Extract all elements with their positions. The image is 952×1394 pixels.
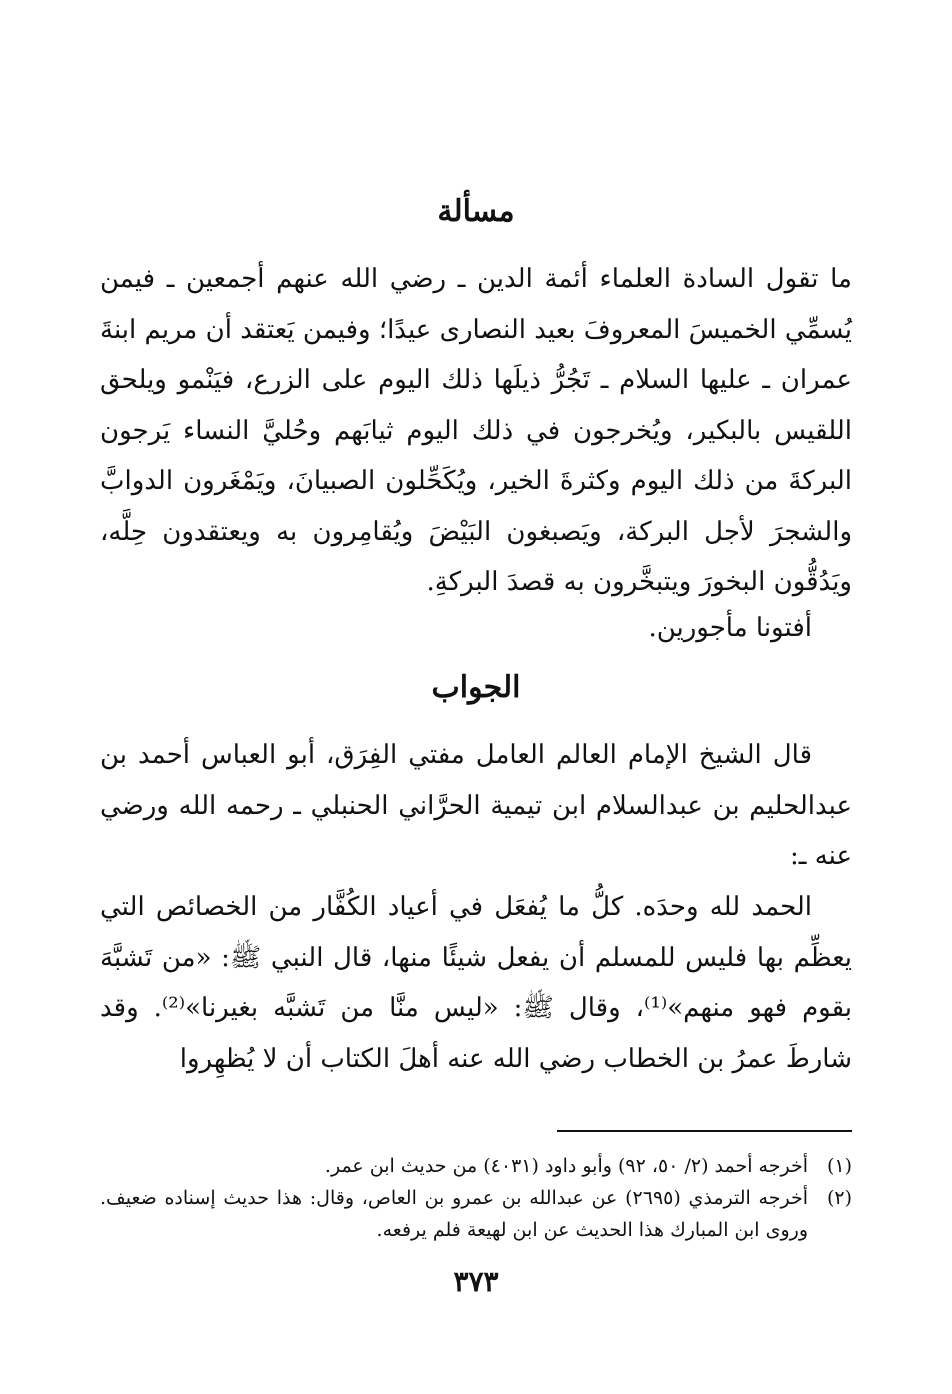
question-heading: مسألة bbox=[437, 194, 515, 229]
footnote-number: (١) bbox=[826, 1155, 852, 1177]
answer-body-paragraph: الحمد لله وحدَه. كلُّ ما يُفعَل في أعياد الكُفَّار من الخصائص التي يعظِّم بها فليس للمسلم أن يفعل شيئًا منها، قال النبي ﷺ: «من تَشبَّهَ بقوم فهو منهم»⁽¹⁾، وقال ﷺ: «ليس منَّا من تَشبَّه بغيرنا»⁽²⁾. وقد شارطَ عمرُ بن الخطاب رضي الله عنه أهلَ الكتاب أن لا يُظهِروا bbox=[100, 892, 852, 1074]
footnote-divider bbox=[557, 1130, 852, 1132]
answer-intro-paragraph: قال الشيخ الإمام العالم العامل مفتي الفِرَق، أبو العباس أحمد بن عبدالحليم بن عبدالسلام ابن تيمية الحرَّاني الحنبلي ـ رحمه الله ورضي عنه ـ: bbox=[100, 740, 852, 871]
page-number: ٣٧٣ bbox=[453, 1265, 499, 1298]
footnote-text: أخرجه الترمذي (٢٦٩٥) عن عبدالله بن عمرو بن العاص، وقال: هذا حديث إسناده ضعيف. وروى ابن المبارك هذا الحديث عن ابن لهيعة فلم يرفعه. bbox=[100, 1187, 808, 1241]
answer-heading: الجواب bbox=[431, 670, 521, 705]
footnotes bbox=[100, 1150, 852, 1246]
question-paragraph: ما تقول السادة العلماء أئمة الدين ـ رضي الله عنهم أجمعين ـ فيمن يُسمِّي الخميسَ المعروفَ بعيد النصارى عيدًا؛ وفيمن يَعتقد أن مريم ابنةَ عمران ـ عليها السلام ـ تَجُرُّ ذيلَها ذلك اليوم على الزرع، فيَنْمو ويلحق اللقيس بالبكير، ويُخرجون في ذلك اليوم ثيابَهم وحُليَّ النساء يَرجون البركةَ من ذلك اليوم وكثرةَ الخير، ويُكَحِّلون الصبيانَ، ويَمْغَرون الدوابَّ والشجرَ لأجل البركة، ويَصبغون البَيْضَ ويُقامِرون به ويعتقدون حِلَّه، ويَدُقُّون البخورَ ويتبخَّرون به قصدَ البركةِ. bbox=[100, 264, 852, 597]
footnote-item bbox=[100, 1182, 852, 1246]
book-page bbox=[100, 0, 852, 1394]
footnote-number: (٢) bbox=[826, 1187, 852, 1209]
footnote-item bbox=[100, 1150, 852, 1182]
footnote-text: أخرجه أحمد (٢/ ٥٠، ٩٢) وأبو داود (٤٠٣١) من حديث ابن عمر. bbox=[324, 1155, 808, 1177]
fatwa-request: أفتونا مأجورين. bbox=[648, 613, 812, 643]
